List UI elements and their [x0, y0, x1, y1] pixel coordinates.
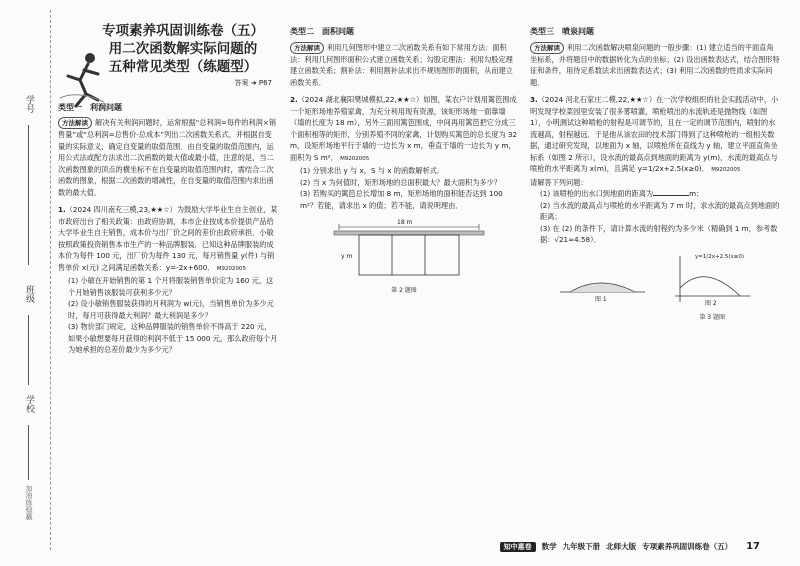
question-3	[530, 94, 780, 177]
student-id-label: 学号	[24, 95, 34, 113]
answer-ref: 答案 ➜ P67	[234, 79, 272, 87]
q1-code: M9202005	[216, 265, 247, 272]
fig3-caption: 第 3 题图	[699, 313, 725, 321]
section-1-method	[58, 117, 278, 198]
fig2-wall-length: 18 m	[397, 219, 413, 226]
method-tag: 方法解读	[58, 117, 92, 129]
school-line	[28, 425, 29, 480]
section-3-method	[530, 42, 780, 89]
school-label: 学校	[24, 395, 34, 413]
class-line	[28, 315, 29, 385]
q3-sub-3: (3) 在 (2) 的条件下，请计算水流的射程约为多少米（精确到 1 m，参考数据：√21≈4.58）．	[540, 223, 778, 244]
q2-code: M9202005	[340, 155, 370, 162]
column-1	[58, 22, 278, 356]
q3-sub-1-text: (1) 该喷枪的出水口到地面的距离为	[540, 189, 654, 198]
figure-3	[555, 252, 755, 322]
brand-logo: 知中惠卷	[500, 542, 536, 552]
fig3-label-1: 图 1	[595, 295, 607, 303]
page-number: 17	[746, 541, 760, 552]
q3-formula: 1/2x+2.5(x≥0)．	[647, 164, 709, 173]
q3-sub-1	[530, 188, 780, 200]
title-line-1: 专项素养巩固训练卷（五）	[102, 23, 264, 39]
q2-number: 2.	[290, 95, 298, 104]
cut-line	[50, 10, 51, 550]
main-title	[88, 22, 278, 76]
q1-sub-1: (1) 小敏在开始销售的第 1 个月将服装销售单价定为 160 元，这个月她销售该服装可获利多少元？	[68, 276, 274, 297]
q2-sub-1: (1) 分别求出 y 与 x，S 与 x 的函数解析式．	[300, 166, 445, 175]
figure-2	[319, 217, 489, 297]
q2-sub-2: (2) 当 x 为何值时，矩形场地的总面积最大？最大面积为多少？	[300, 177, 501, 187]
q3-text: 在一次学校组织的社会实践活动中，小明发现学校菜园里安装了很多雾喷灌，喷枪喷出的水流轨迹是抛物线（如图 1），小明测试这种喷枪的射程是可调节的，且在一定的调节范围内，喷射的水流越高，射程越远．于是他从该农田的技术部门得到了这种喷枪的一组相关数据，通过研究发现，以地面为 x 轴，以喷枪所在直线为 y 轴，建立平面直角坐标系（如图 2 所示），设水流的最高点到地面的距离为 y(m)，水流的最高点与喷枪的水平距离为 x(m)，且满足 y=	[530, 95, 779, 173]
section-1-title: 类型一 利润问题	[58, 102, 122, 112]
q1-number: 1.	[58, 205, 66, 214]
footer-grade: 九年级下册	[562, 542, 601, 551]
q3-request: 请解答下列问题：	[530, 177, 588, 187]
section-3-intro: 利用二次函数解决喷泉问题的一般步骤：(1) 建立适当的平面直角坐标系，并将题目中的数据转化为点的坐标；(2) 设出函数表达式，结合图形特征和条件，用待定系数法求出函数表达式；(3) 利用二次函数的性质求实际问题．	[530, 42, 780, 87]
class-label: 班级	[24, 285, 34, 303]
answer-blank[interactable]	[653, 195, 689, 196]
column-3	[530, 22, 780, 328]
title-line-3: 五种常见类型（练题型）	[108, 59, 258, 75]
binding-margin	[0, 0, 58, 566]
q2-text: 如图，某农户计划用篱笆围成一个矩形场地养殖家禽，为充分利用现有资源，该矩形场地一面靠墙（墙的长度为 18 m），另外三面用篱笆围成，中间再用篱笆把它分成三个面积相等的矩形，分别养殖不同的家禽，计划购买篱笆的总长度为 32 m，设矩形场地平行于墙的一边长为 x m，垂直于墙的一边长为 y m，面积为 S m²．	[290, 95, 518, 162]
footer-series: 专项素养巩固训练卷（五）	[642, 542, 733, 551]
q1-text: 为鼓励大学毕业生自主创业，某市政府出台了相关政策：由政府协调，本市企业按成本价提供产品给大学毕业生自主销售，成本价与出厂价之间的差价由政府承担．小敏按照政策投资销售本市生产的一种品牌服装．已知这种品牌服装的成本价为每件 100 元，出厂价为每件 130 元，每月销售量 y(件) 与销售单价 x(元) 之间满足函数关系：y=-2x+600．	[58, 205, 278, 272]
q3-number: 3.	[530, 95, 538, 104]
question-2	[290, 94, 518, 165]
footer-edition: 北师大版	[606, 542, 637, 551]
q3-source: （2024 河北石家庄二模,22,★★☆）	[537, 95, 657, 104]
question-1	[58, 204, 278, 275]
fig3-label-2: 图 2	[705, 299, 717, 307]
section-2-title: 类型二 面积问题	[290, 27, 354, 36]
fig2-side-label: y m	[341, 253, 353, 260]
q3-code: M9202005	[711, 167, 741, 173]
fig2-caption: 第 2 题图	[391, 287, 417, 294]
method-tag: 方法解读	[530, 42, 564, 54]
title-line-2: 用二次函数解实际问题的	[108, 41, 258, 57]
page-footer	[500, 541, 760, 552]
q1-sub-3: (3) 物价部门规定，这种品牌服装的销售单价不得高于 220 元，如果小敏想要每月获得的利润不低于 15 000 元，那么政府每个月为她承担的总差价最少为多少元？	[68, 322, 278, 354]
column-2	[290, 22, 518, 303]
q2-source: （2024 湖北襄阳樊城模拟,22,★★☆）	[297, 95, 424, 104]
section-2-method	[290, 42, 518, 89]
q3-sub-1-unit: m；	[689, 189, 704, 198]
student-id-line	[28, 125, 29, 265]
section-1-intro: 解决有关利润问题时，运常根据“总利润=每件的利润×销售量”或“总利润=总售价-总成本”列出二次函数关系式，并根据自变量的实际意义，确定自变量的取值范围．由自变量的取值范围内，运用公式法或配方法求出二次函数的最大值或最小值，注意的是，当二次函数图象的顶点的横坐标不在自变量的取值范围内时，需结合二次函数的图象，根据二次函数的增减性，在自变量的取值范围内求出函数的最大值．	[58, 118, 277, 197]
method-tag: 方法解读	[290, 42, 324, 54]
q3-sub-2: (2) 当水流的最高点与喷枪的水平距离为 7 m 时，求水流的最高点到地面的距离；	[540, 200, 780, 221]
motto-stamp: 加油练稳赢	[25, 485, 33, 520]
q2-sub-3: (3) 若购买的篱笆总长增加 8 m，矩形场地的面积能否达到 100 m²？若能，请求出 x 的值；若不能，请说明理由．	[300, 189, 503, 210]
section-3-title: 类型三 喷泉问题	[530, 27, 594, 36]
fig3-equation: y=1/2x+2.5(x≥0)	[695, 253, 744, 260]
footer-subject: 数学	[541, 542, 557, 551]
q1-source: （2024 四川南充三模,23,★★☆）	[65, 205, 177, 214]
q1-sub-2: (2) 设小敏销售服装获得的月利润为 w(元)，当销售单价为多少元时，每月可获得最大利润？最大利润是多少？	[68, 299, 274, 320]
runner-icon	[58, 50, 106, 110]
section-2-intro: 利用几何图形中建立二次函数关系有如下常用方法：面积法：利用几何图形面积公式建立函数关系；勾股定理法：利用勾股定理建立函数关系；割补法：利用割补法求出不规则图形的面积，从而建立函数关系．	[290, 42, 513, 87]
